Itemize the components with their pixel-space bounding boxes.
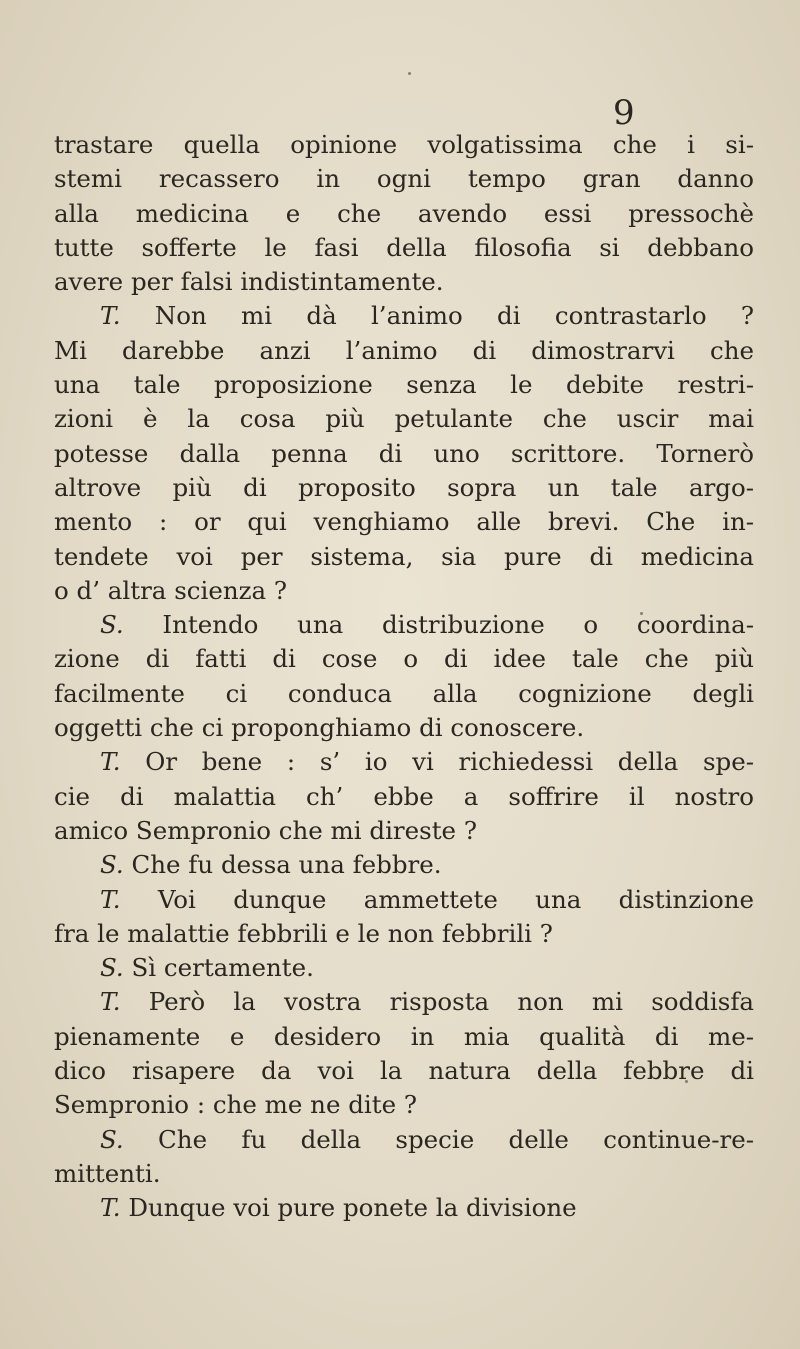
- text-line: [54, 402, 754, 436]
- line-text: Però la vostra risposta non mi soddisfa: [120, 987, 754, 1017]
- paper-speck: [408, 72, 411, 75]
- text-line: [54, 162, 754, 196]
- text-line: [54, 1088, 754, 1122]
- line-text: Or bene : s’ io vi richiedessi della spe-: [120, 747, 754, 777]
- line-text: amico Sempronio che mi direste ?: [54, 815, 477, 845]
- line-text: altrove più di proposito sopra un tale argo-: [54, 472, 754, 502]
- text-line: [54, 745, 754, 779]
- line-text: Sempronio : che me ne dite ?: [54, 1090, 418, 1120]
- line-text: Intendo una distribuzione o coordina-: [123, 610, 754, 640]
- line-text: trastare quella opinione volgatissima che i si-: [54, 130, 754, 159]
- text-line: [54, 574, 754, 608]
- line-text: facilmente ci conduca alla cognizione degli: [54, 678, 754, 708]
- text-line: [54, 1020, 754, 1054]
- text-line: [54, 128, 754, 162]
- text-line: [54, 883, 754, 917]
- text-line: [54, 299, 754, 333]
- speaker-label: T.: [100, 1193, 121, 1223]
- text-line: [54, 814, 754, 848]
- text-line: [54, 437, 754, 471]
- speaker-label: T.: [100, 884, 121, 914]
- text-line: [54, 471, 754, 505]
- text-line: [54, 1054, 754, 1088]
- line-text: oggetti che ci proponghiamo di conoscere.: [54, 713, 585, 743]
- line-text: Mi darebbe anzi l’animo di dimostrarvi che: [54, 335, 754, 365]
- line-text: potesse dalla penna di uno scrittore. Tornerò: [54, 438, 754, 468]
- speaker-label: S.: [100, 953, 124, 983]
- line-text: Voi dunque ammettete una distinzione: [120, 884, 754, 914]
- line-text: avere per falsi indistintamente.: [54, 267, 444, 297]
- text-line: [54, 780, 754, 814]
- text-line: [54, 951, 754, 985]
- text-line: [54, 985, 754, 1019]
- speaker-label: S.: [100, 1124, 124, 1154]
- line-text: tutte sofferte le fasi della filosofia si debbano: [54, 232, 754, 262]
- line-text: Non mi dà l’animo di contrastarlo ?: [120, 301, 754, 331]
- text-line: [54, 848, 754, 882]
- text-line: [54, 197, 754, 231]
- text-line: [54, 1123, 754, 1157]
- line-text: tendete voi per sistema, sia pure di medicina: [54, 541, 754, 571]
- text-line: [54, 1191, 754, 1225]
- line-text: pienamente e desidero in mia qualità di me-: [54, 1021, 754, 1051]
- text-line: [54, 711, 754, 745]
- line-text: mento : or qui venghiamo alle brevi. Che in-: [54, 507, 754, 537]
- line-text: Dunque voi pure ponete la divisione: [120, 1193, 577, 1223]
- line-text: Che fu dessa una febbre.: [123, 850, 442, 880]
- text-line: [54, 608, 754, 642]
- line-text: alla medicina e che avendo essi pressochè: [54, 198, 754, 228]
- line-text: zioni è la cosa più petulante che uscir mai: [54, 404, 754, 434]
- speaker-label: S.: [100, 610, 124, 640]
- line-text: mittenti.: [54, 1158, 161, 1188]
- line-text: fra le malattie febbrili e le non febbrili ?: [54, 918, 553, 948]
- speaker-label: T.: [100, 987, 121, 1017]
- line-text: una tale proposizione senza le debite restri-: [54, 370, 754, 400]
- speaker-label: T.: [100, 747, 121, 777]
- page-number: 9: [613, 93, 635, 133]
- speaker-label: S.: [100, 850, 124, 880]
- speaker-label: T.: [100, 301, 121, 331]
- text-line: [54, 505, 754, 539]
- line-text: zione di fatti di cose o di idee tale che più: [54, 644, 754, 674]
- text-line: [54, 368, 754, 402]
- text-line: [54, 265, 754, 299]
- text-line: [54, 1157, 754, 1191]
- line-text: o d’ altra scienza ?: [54, 575, 288, 605]
- line-text: Sì certamente.: [123, 953, 314, 983]
- body-text: [54, 128, 754, 1226]
- line-text: stemi recassero in ogni tempo gran danno: [54, 164, 754, 194]
- line-text: Che fu della specie delle continue-re-: [123, 1124, 754, 1154]
- text-line: [54, 917, 754, 951]
- text-line: [54, 677, 754, 711]
- text-line: [54, 540, 754, 574]
- text-line: [54, 334, 754, 368]
- text-line: [54, 642, 754, 676]
- line-text: dico risapere da voi la natura della febbre di: [54, 1056, 754, 1086]
- text-line: [54, 231, 754, 265]
- line-text: cie di malattia ch’ ebbe a soffrire il nostro: [54, 781, 754, 811]
